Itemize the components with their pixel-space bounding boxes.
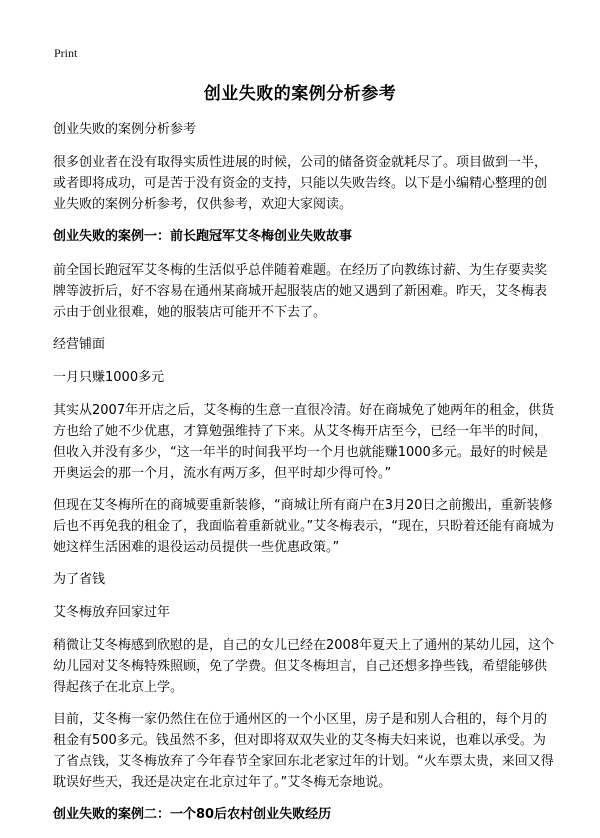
case1-paragraph-4: 稍微让艾冬梅感到欣慰的是，自己的女儿已经在2008年夏天上了通州的某幼儿园，这个幼儿园对艾冬梅特殊照顾，免了学费。但艾冬梅坦言，自己还想多挣些钱，希望能够供得起孩子在北京上学。 [53,638,555,695]
case1-paragraph-5: 目前，艾冬梅一家仍然住在位于通州区的一个小区里，房子是和别人合租的，每个月的租金有500多元。钱虽然不多，但对即将双双失业的艾冬梅夫妇来说，也难以承受。为了省点钱，艾冬梅放弃了今年春节全家回东北老家过年的计划。“火车票太贵，来回又得耽误好些天，我还是决定在北京过年了。”艾冬梅无奈地说。 [53,712,554,790]
page-title: 创业失败的案例分析参考 [203,84,397,104]
case1-heading: 创业失败的案例一：前长跑冠军艾冬梅创业失败故事 [53,229,353,244]
case1-subheading-2: 一月只赚1000多元 [53,370,165,385]
case1-subheading-4: 艾冬梅放弃回家过年 [53,605,171,620]
article-body [53,119,555,838]
case1-subheading-3: 为了省钱 [53,572,106,587]
case1-paragraph-3: 但现在艾冬梅所在的商城要重新装修，“商城让所有商户在3月20日之前搬出，重新装修后也不再免我的租金了，我面临着重新就业。”艾冬梅表示，“现在，只盼着还能有商城为她这样生活困难的退役运动员提供一些优惠政策。” [53,498,554,555]
case1-paragraph-2: 其实从2007年开店之后，艾冬梅的生意一直很冷清。好在商城免了她两年的租金，供货方也给了她不少优惠，才算勉强维持了下来。从艾冬梅开店至今，已经一年半的时间，但收入并没有多少，“这一年半的时间我平均一个月也就能赚1000多元。最好的时候是开奥运会的那一个月，流水有两万多，但平时却少得可怜。” [53,403,555,481]
case1-paragraph-1: 前全国长跑冠军艾冬梅的生活似乎总伴随着难题。在经历了向教练讨薪、为生存要卖奖牌等波折后，好不容易在通州某商城开起服装店的她又遇到了新困难。昨天，艾冬梅表示由于创业很难，她的服装店可能开不下去了。 [53,263,548,320]
case1-subheading-1: 经营铺面 [53,337,106,352]
print-link[interactable]: Print [54,46,78,60]
case2-heading: 创业失败的案例二：一个80后农村创业失败经历 [53,807,332,822]
article-subtitle: 创业失败的案例分析参考 [53,122,197,137]
intro-paragraph: 很多创业者在没有取得实质性进展的时候，公司的储备资金就耗尽了。项目做到一半，或者即将成功，可是苦于没有资金的支持，只能以失败告终。以下是小编精心整理的创业失败的案例分析参考，仅供参考，欢迎大家阅读。 [53,155,548,212]
